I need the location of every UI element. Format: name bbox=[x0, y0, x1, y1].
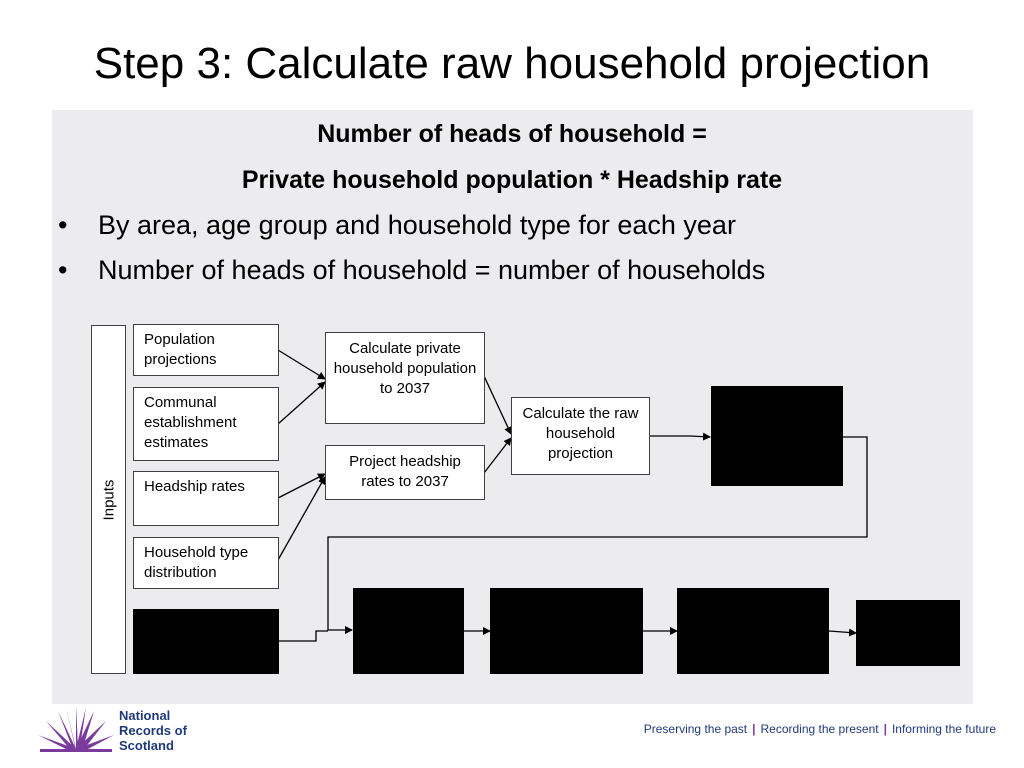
formula-line-2: Private household population * Headship rate bbox=[241, 166, 783, 194]
input-communal-estimates: Communal establishment estimates bbox=[133, 387, 279, 461]
tagline-separator: | bbox=[883, 722, 887, 736]
formula-line-1: Number of heads of household = bbox=[317, 120, 707, 148]
redacted-step-d bbox=[856, 600, 960, 666]
nrs-logo-icon bbox=[36, 703, 116, 755]
input-household-type: Household type distribution bbox=[133, 537, 279, 589]
slide-title: Step 3: Calculate raw household projection bbox=[93, 39, 931, 88]
input-headship-rates: Headship rates bbox=[133, 471, 279, 526]
org-name-line: National bbox=[119, 708, 171, 723]
arrow-communal-to-private bbox=[278, 382, 325, 424]
tagline-part: Recording the present bbox=[760, 722, 879, 736]
bullet-icon: • bbox=[58, 210, 68, 240]
arrow-private-to-raw bbox=[484, 376, 511, 434]
redacted-step-a bbox=[353, 588, 464, 674]
inputs-group bbox=[91, 325, 126, 674]
org-name bbox=[119, 708, 187, 753]
redacted-step-c bbox=[677, 588, 829, 674]
process-private-population: Calculate private household population to 2037 bbox=[325, 332, 485, 424]
org-name-line: Scotland bbox=[119, 738, 174, 753]
arrow-project-to-raw bbox=[484, 438, 511, 473]
footer-tagline bbox=[644, 722, 996, 736]
redacted-output-box bbox=[711, 386, 843, 486]
bullet-text: By area, age group and household type for each year bbox=[98, 210, 736, 240]
tagline-separator: | bbox=[752, 722, 756, 736]
process-raw-projection: Calculate the raw household projection bbox=[511, 397, 650, 475]
arrow-step-c-to-d bbox=[829, 631, 856, 633]
arrow-raw-to-output bbox=[650, 436, 710, 437]
inputs-label: Inputs bbox=[100, 479, 117, 520]
input-population-projections: Population projections bbox=[133, 324, 279, 376]
bullet-icon: • bbox=[58, 255, 68, 285]
tagline-part: Preserving the past bbox=[643, 722, 748, 736]
process-project-headship: Project headship rates to 2037 bbox=[325, 445, 485, 500]
arrow-headship-to-project bbox=[278, 474, 325, 498]
arrow-type-to-project bbox=[278, 477, 325, 560]
org-name-line: Records of bbox=[119, 723, 187, 738]
arrow-population-to-private bbox=[278, 350, 325, 379]
redacted-step-b bbox=[490, 588, 643, 674]
bullet-text: Number of heads of household = number of households bbox=[98, 255, 766, 285]
connector-bottom-input bbox=[278, 631, 328, 641]
tagline-part: Informing the future bbox=[891, 722, 996, 736]
redacted-input-box bbox=[133, 609, 279, 674]
